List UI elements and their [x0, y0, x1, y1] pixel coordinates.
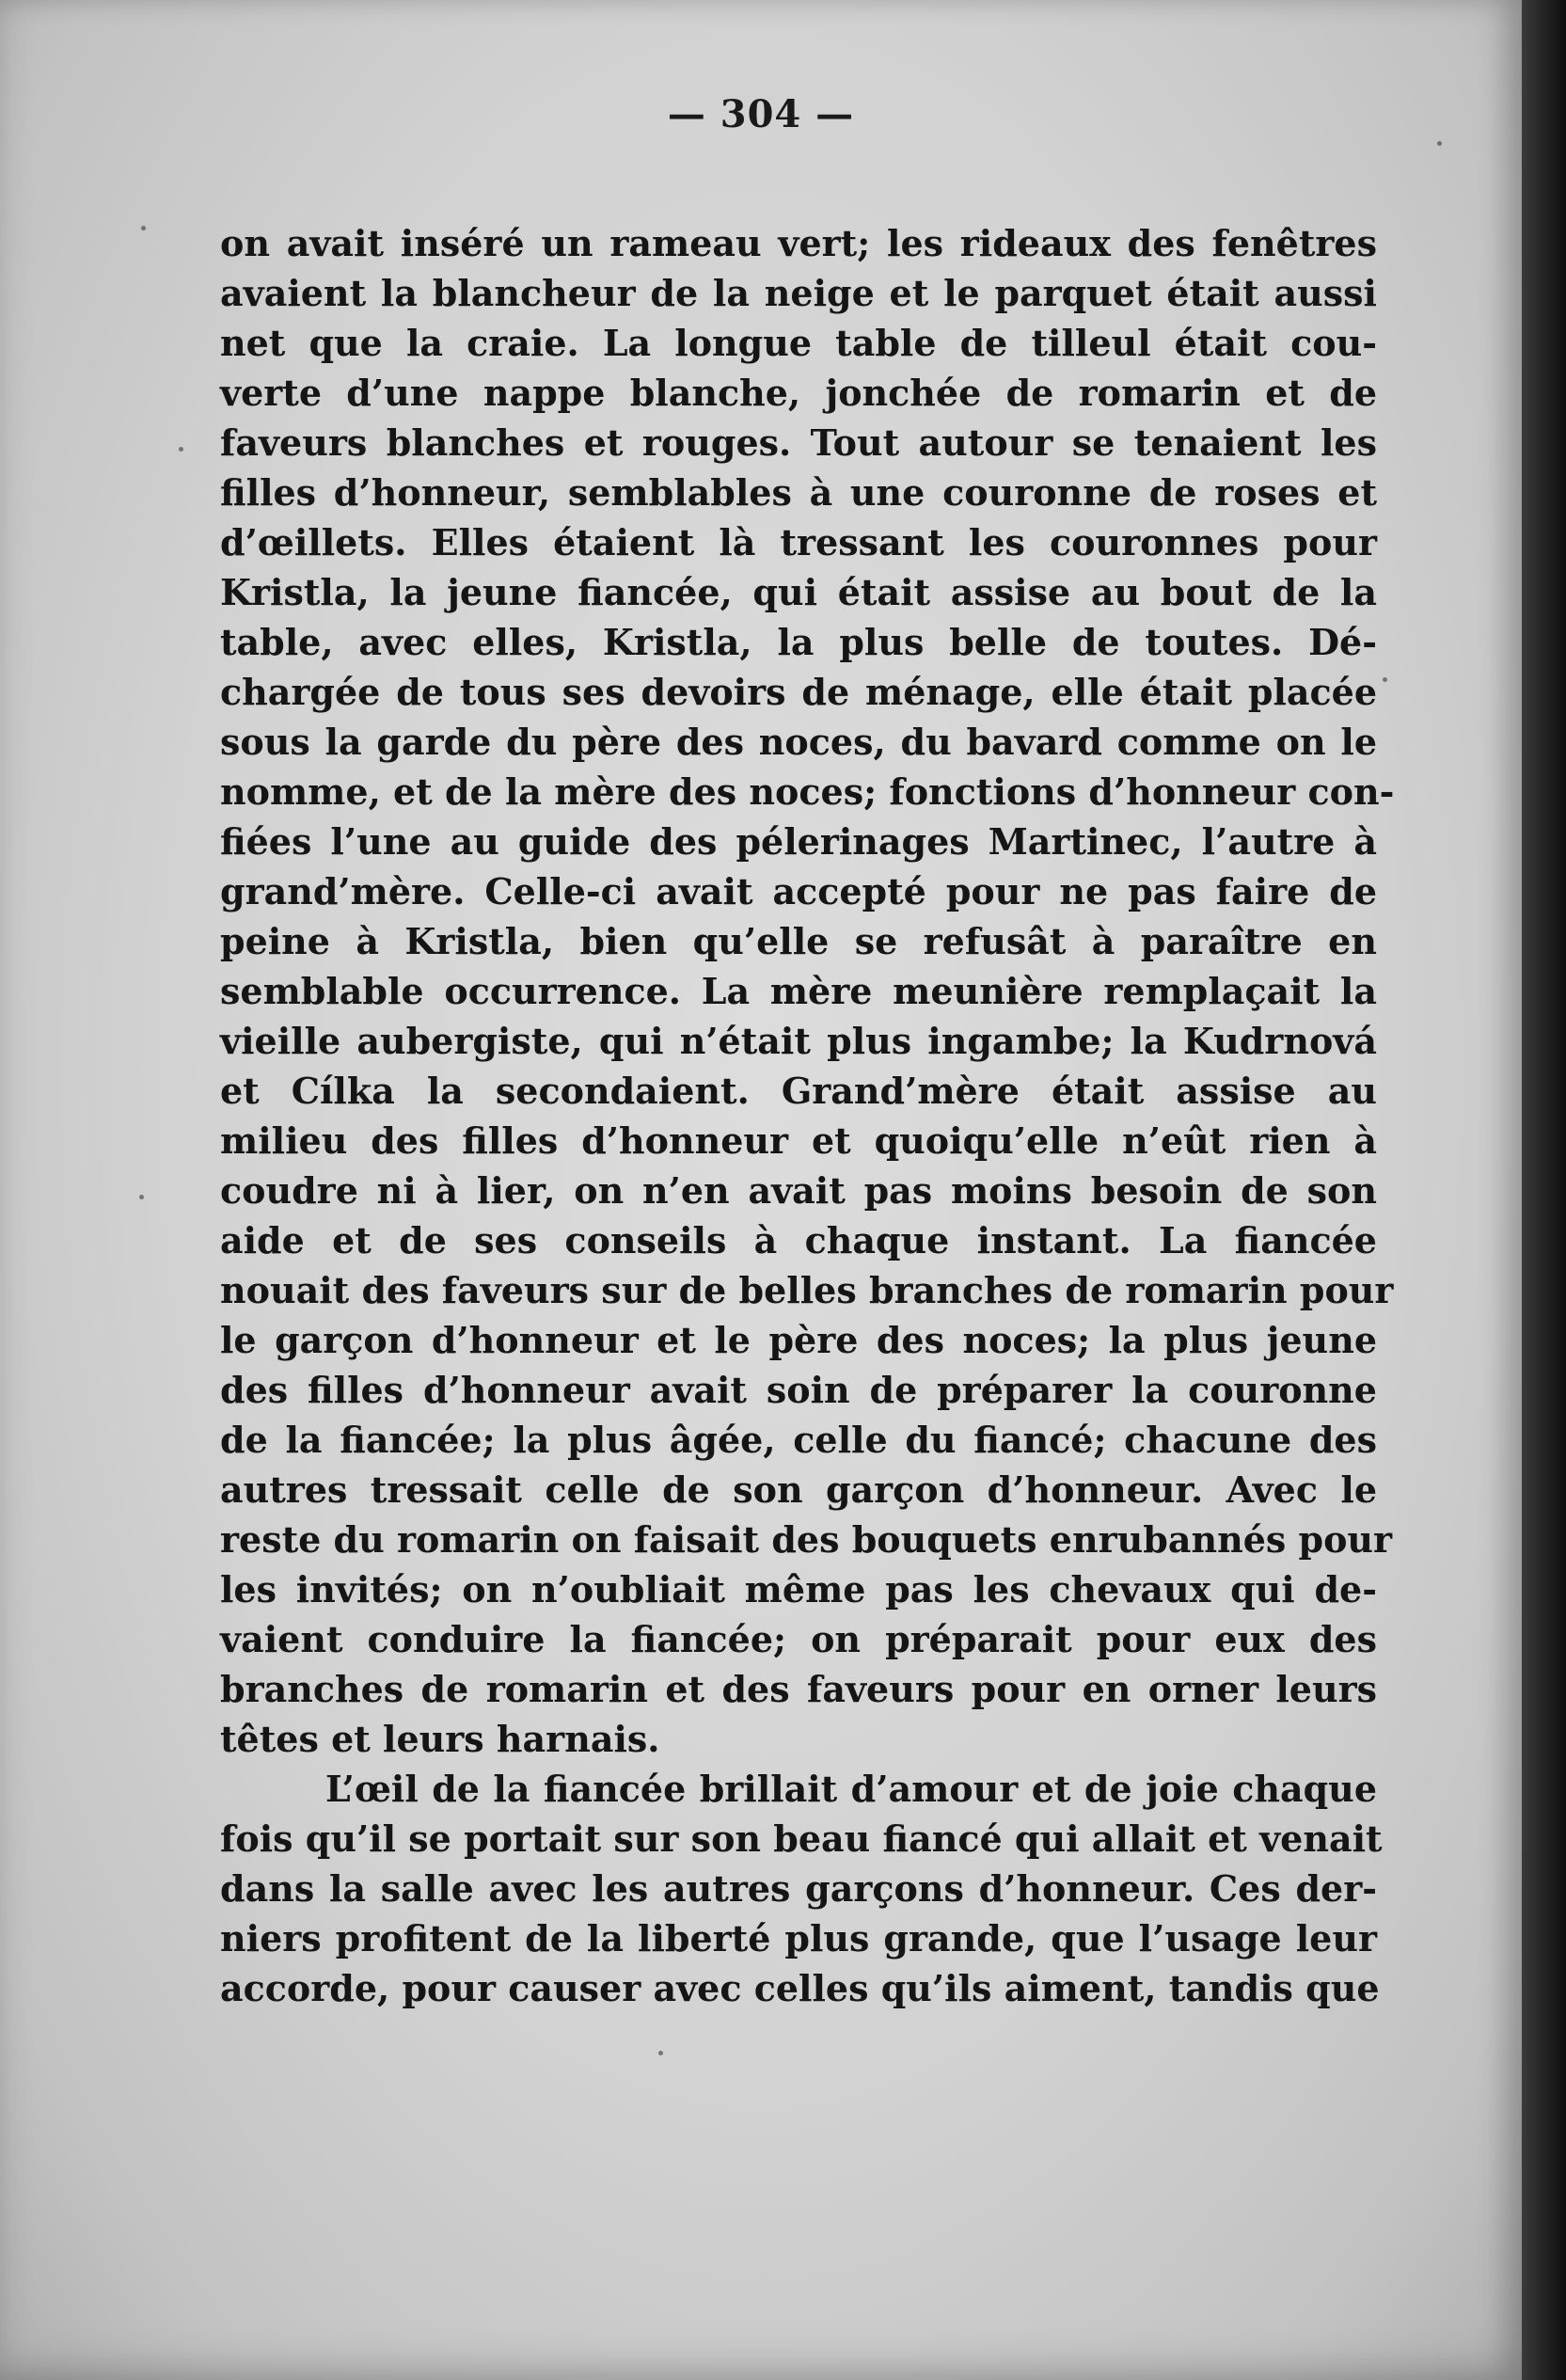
text-line: nomme, et de la mère des noces; fonctions d’honneur con-: [220, 770, 1395, 813]
text-line: branches de romarin et des faveurs pour en orner leurs: [220, 1668, 1377, 1710]
text-line: les invités; on n’oubliait même pas les chevaux qui de-: [220, 1568, 1377, 1610]
text-line: sous la garde du père des noces, du bavard comme on le: [220, 721, 1377, 763]
text-line: filles d’honneur, semblables à une couronne de roses et: [220, 471, 1377, 514]
text-line: autres tressait celle de son garçon d’honneur. Avec le: [220, 1468, 1377, 1511]
text-line: fiées l’une au guide des pélerinages Martinec, l’autre à: [220, 820, 1377, 863]
text-line: chargée de tous ses devoirs de ménage, elle était placée: [220, 671, 1377, 713]
text-line: vieille aubergiste, qui n’était plus ingambe; la Kudrnová: [220, 1020, 1377, 1062]
page-number: — 304 —: [667, 92, 855, 136]
text-line: avaient la blancheur de la neige et le parquet était aussi: [220, 272, 1377, 314]
text-line: net que la craie. La longue table de tilleul était cou-: [220, 322, 1377, 364]
text-line: on avait inséré un rameau vert; les rideaux des fenêtres: [220, 222, 1377, 264]
text-line: coudre ni à lier, on n’en avait pas moins besoin de son: [220, 1169, 1377, 1212]
text-line: faveurs blanches et rouges. Tout autour se tenaient les: [220, 421, 1377, 464]
text-line: d’œillets. Elles étaient là tressant les couronnes pour: [220, 521, 1377, 563]
body-text: [220, 218, 1395, 2013]
text-line: nouait des faveurs sur de belles branches de romarin pour: [220, 1269, 1394, 1311]
text-line: dans la salle avec les autres garçons d’honneur. Ces der-: [220, 1867, 1377, 1910]
text-line: vaient conduire la fiancée; on préparait pour eux des: [220, 1618, 1377, 1660]
text-line: grand’mère. Celle-ci avait accepté pour ne pas faire de: [220, 870, 1377, 912]
text-line: semblable occurrence. La mère meunière remplaçait la: [220, 970, 1377, 1012]
page-edge-shadow: [1522, 0, 1566, 2380]
text-line: aide et de ses conseils à chaque instant. La fiancée: [220, 1219, 1377, 1261]
text-line: et Cílka la secondaient. Grand’mère était assise au: [220, 1070, 1377, 1112]
text-line: table, avec elles, Kristla, la plus belle de toutes. Dé-: [220, 621, 1377, 663]
text-line: fois qu’il se portait sur son beau fiancé qui allait et venait: [220, 1817, 1383, 1860]
text-line: peine à Kristla, bien qu’elle se refusât à paraître en: [220, 920, 1377, 962]
text-line: verte d’une nappe blanche, jonchée de romarin et de: [220, 372, 1377, 414]
text-line: de la fiancée; la plus âgée, celle du fiancé; chacune des: [220, 1419, 1377, 1461]
text-line: reste du romarin on faisait des bouquets enrubannés pour: [220, 1518, 1393, 1561]
text-line: Kristla, la jeune fiancée, qui était assise au bout de la: [220, 571, 1377, 613]
text-line: niers profitent de la liberté plus grande, que l’usage leur: [220, 1917, 1377, 1960]
text-line: L’œil de la fiancée brillait d’amour et de joie chaque: [325, 1768, 1377, 1810]
text-line: des filles d’honneur avait soin de préparer la couronne: [220, 1369, 1377, 1411]
text-line: accorde, pour causer avec celles qu’ils aiment, tandis que: [220, 1967, 1380, 2009]
text-line: têtes et leurs harnais.: [220, 1718, 660, 1760]
text-line: milieu des filles d’honneur et quoiqu’elle n’eût rien à: [220, 1119, 1377, 1162]
text-line: le garçon d’honneur et le père des noces; la plus jeune: [220, 1319, 1377, 1361]
